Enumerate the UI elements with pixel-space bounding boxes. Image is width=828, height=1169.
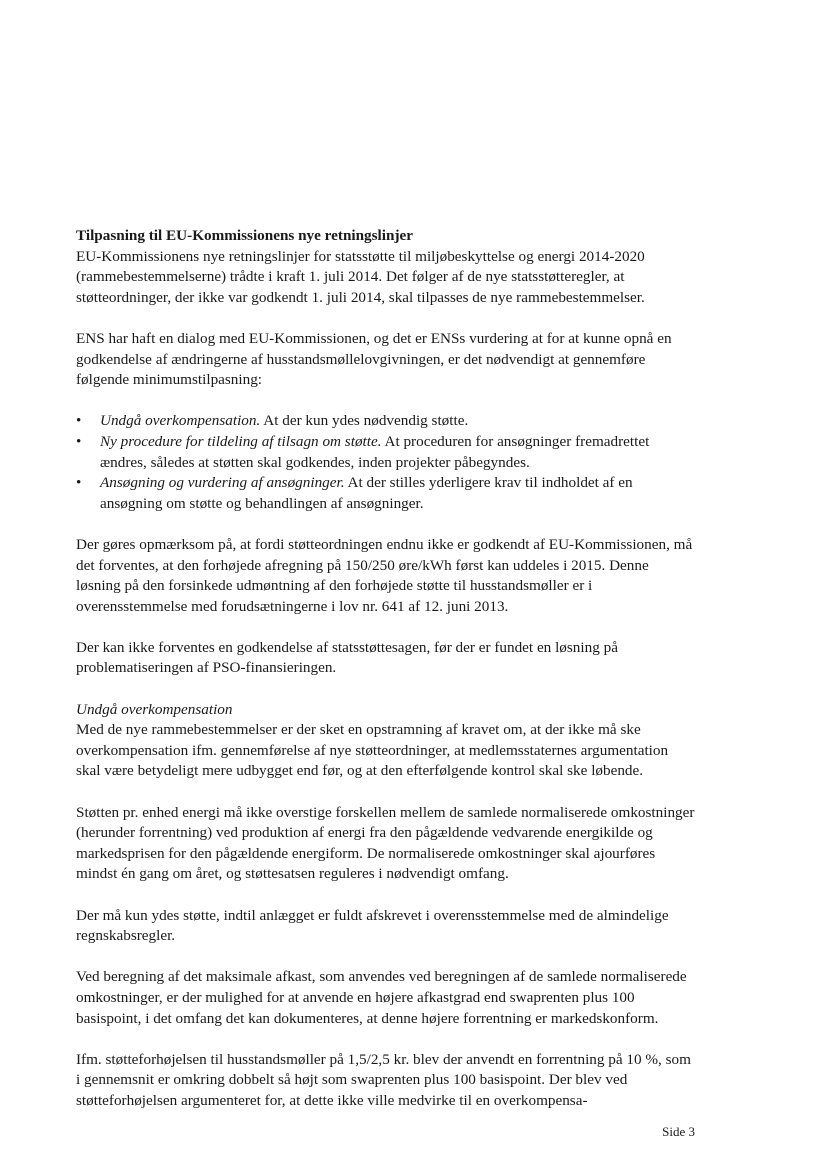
list-item-text: At der kun ydes nødvendig støtte. xyxy=(260,412,469,430)
bullet-icon: • xyxy=(76,412,82,430)
bullet-icon: • xyxy=(76,474,82,492)
list-item-text: At der stilles yderligere krav til indholdet af en ansøgning om støtte og behandlingen af ansøgninger. xyxy=(100,474,633,512)
section-heading-overcompensation: Undgå overkompensation xyxy=(76,700,233,718)
paragraph-attention: Der gøres opmærksom på, at fordi støtteordningen endnu ikke er godkendt af EU-Kommissionen, må det forventes, at den forhøjede afregning på 150/250 øre/kWh først kan uddeles i 2015. Denne løsning på den forsinkede udmøntning af den forhøjede støtte til husstandsmøller er i overensstemmelse med forudsætningerne i lov nr. 641 af 12. juni 2013. xyxy=(76,535,693,615)
page-number: Side 3 xyxy=(662,1124,695,1139)
paragraph-support-per-unit: Støtten pr. enhed energi må ikke overstige forskellen mellem de samlede normaliserede omkostninger (herunder forrentning) ved produktion af energi fra den pågældende vedvarende energikilde og markedsprisen for den pågældende energiform. De normaliserede omkostninger skal ajourføres mindst én gang om året, og støttesatsen reguleres i nødvendigt omfang. xyxy=(76,803,695,883)
list-item xyxy=(76,432,696,473)
list-item-text: At proceduren for ansøgninger fremadrettet ændres, således at støtten skal godkendes, inden projekter påbegyndes. xyxy=(100,432,650,471)
paragraph-overcompensation: Med de nye rammebestemmelser er der sket en opstramning af kravet om, at der ikke må ske overkompensation ifm. gennemførelse af nye støtteordninger, at medlemsstaternes argumentation skal være betydeligt mere udbygget end før, og at den efterfølgende kontrol skal ske løbende. xyxy=(76,721,669,780)
paragraph-interest: Ifm. støtteforhøjelsen til husstandsmøller på 1,5/2,5 kr. blev der anvendt en forrentning på 10 %, som i gennemsnit er omkring dobbelt så højt som swaprenten plus 100 basispoint. Der blev ved støtteforhøjelsen argumenteret for, at dette ikke ville medvirke til en overkompensa- xyxy=(76,1050,691,1109)
bullet-icon: • xyxy=(76,432,82,450)
paragraph-eu-guidelines: EU-Kommissionens nye retningslinjer for statsstøtte til miljøbeskyttelse og energi 2014-2020 (rammebestemmelserne) trådte i kraft 1. juli 2014. Det følger af de nye statsstøtteregler, at støtteordninger, der ikke var godkendt 1. juli 2014, skal tilpasses de nye rammebestemmelser. xyxy=(76,247,645,306)
paragraph-pso: Der kan ikke forventes en godkendelse af statsstøttesagen, før der er fundet en løsning på problematiseringen af PSO-finansieringen. xyxy=(76,638,618,677)
section-heading-eu: Tilpasning til EU-Kommissionens nye retningslinjer xyxy=(76,227,413,244)
paragraph-ens-dialog: ENS har haft en dialog med EU-Kommissionen, og det er ENSs vurdering at for at kunne opnå en godkendelse af ændringerne af husstandsmøllelovgivningen, er det nødvendigt at gennemføre følgende minimumstilpasning: xyxy=(76,329,672,389)
list-item xyxy=(76,411,696,432)
paragraph-depreciation: Der må kun ydes støtte, indtil anlægget er fuldt afskrevet i overensstemmelse med de almindelige regnskabsregler. xyxy=(76,906,669,945)
list-item xyxy=(76,473,696,514)
list-item-lead: Ny procedure for tildeling af tilsagn om støtte. xyxy=(100,432,382,450)
document-page xyxy=(76,226,696,1112)
requirements-list xyxy=(76,411,696,514)
list-item-lead: Ansøgning og vurdering af ansøgninger. xyxy=(100,474,345,492)
paragraph-return: Ved beregning af det maksimale afkast, som anvendes ved beregningen af de samlede normaliserede omkostninger, er der mulighed for at anvende en højere afkastgrad end swaprenten plus 100 basispoint, i det omfang det kan dokumenteres, at denne højere forrentning er markedskonform. xyxy=(76,968,687,1027)
list-item-lead: Undgå overkompensation. xyxy=(100,412,261,430)
